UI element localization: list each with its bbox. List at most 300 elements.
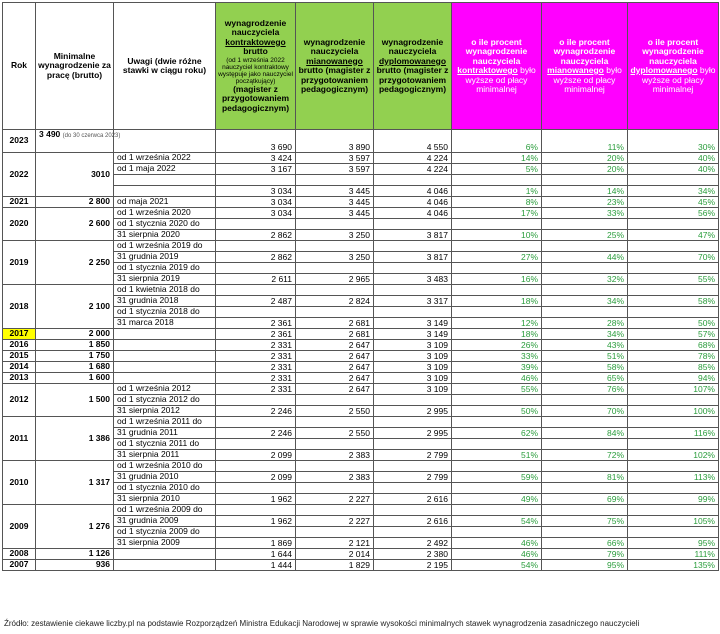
salary-kontraktowy: 3 034: [216, 208, 296, 219]
salary-dyplomowany: 3 109: [374, 373, 452, 384]
hm-tail: (magister z przygotowaniem pedagogicznym): [300, 65, 371, 94]
pct-kontraktowy: 46%: [452, 538, 542, 549]
salary-dyplomowany: 4 046: [374, 186, 452, 197]
salary-kontraktowy: 2 331: [216, 362, 296, 373]
pct-dyplomowany: 102%: [628, 450, 719, 461]
pct-mianowany: 43%: [542, 340, 628, 351]
note-cell: od 1 stycznia 2018 do: [114, 307, 216, 318]
year-cell: 2021: [3, 197, 36, 208]
table-row: [3, 560, 719, 571]
salary-dyplomowany: 3 109: [374, 340, 452, 351]
pct-kontraktowy: [452, 417, 542, 428]
note-cell: 31 marca 2018: [114, 318, 216, 329]
salary-dyplomowany: [374, 285, 452, 296]
salary-kontraktowy: 2 361: [216, 329, 296, 340]
salary-dyplomowany: 3 109: [374, 362, 452, 373]
min-wage-cell: [36, 241, 114, 285]
salary-dyplomowany: [374, 483, 452, 494]
pct-kontraktowy: 62%: [452, 428, 542, 439]
note-cell: od 1 stycznia 2012 do: [114, 395, 216, 406]
min-wage-value: 2 250: [88, 256, 110, 267]
note-cell: [114, 130, 216, 153]
min-wage-cell: [36, 153, 114, 197]
salary-dyplomowany: 2 616: [374, 516, 452, 527]
note-cell: 31 sierpnia 2009: [114, 538, 216, 549]
salary-dyplomowany: [374, 175, 452, 186]
pct-dyplomowany: 99%: [628, 494, 719, 505]
pct-dyplomowany: 50%: [628, 318, 719, 329]
hm-top: wynagrodzenie nauczyciela: [303, 36, 366, 56]
salary-kontraktowy: 3 690: [216, 130, 296, 153]
pct-dyplomowany: [628, 527, 719, 538]
pct-dyplomowany: [628, 417, 719, 428]
pct-kontraktowy: [452, 263, 542, 274]
header-kontraktowy: [216, 3, 296, 130]
pct-kontraktowy: 50%: [452, 406, 542, 417]
pct-mianowany: [542, 285, 628, 296]
header-pct-mianowany: [542, 3, 628, 130]
min-wage-cell: [36, 197, 114, 208]
pct-mianowany: [542, 439, 628, 450]
year-cell: 2019: [3, 241, 36, 285]
pct-dyplomowany: 111%: [628, 549, 719, 560]
table-row: [3, 384, 719, 395]
salary-mianowany: [296, 505, 374, 516]
hpd-u: dyplomowanego: [630, 65, 698, 75]
year-cell: 2023: [3, 130, 36, 153]
note-cell: 31 sierpnia 2012: [114, 406, 216, 417]
table-row: [3, 241, 719, 252]
min-wage-cell: [36, 461, 114, 505]
pct-mianowany: 70%: [542, 406, 628, 417]
salary-mianowany: 2 550: [296, 428, 374, 439]
salary-kontraktowy: 2 862: [216, 230, 296, 241]
salary-mianowany: [296, 285, 374, 296]
salary-dyplomowany: 3 483: [374, 274, 452, 285]
min-wage-value: 3 490: [39, 129, 61, 139]
note-cell: od 1 września 2020: [114, 208, 216, 219]
salary-dyplomowany: 3 817: [374, 230, 452, 241]
pct-dyplomowany: [628, 175, 719, 186]
pct-mianowany: [542, 461, 628, 472]
salary-mianowany: 2 681: [296, 318, 374, 329]
pct-dyplomowany: [628, 395, 719, 406]
note-cell: od 1 września 2022: [114, 153, 216, 164]
pct-dyplomowany: 68%: [628, 340, 719, 351]
salary-dyplomowany: [374, 505, 452, 516]
hpm-u: mianowanego: [547, 65, 604, 75]
pct-dyplomowany: 45%: [628, 197, 719, 208]
min-wage-cell: [36, 362, 114, 373]
pct-mianowany: 34%: [542, 329, 628, 340]
pct-dyplomowany: 135%: [628, 560, 719, 571]
note-cell: od 1 stycznia 2019 do: [114, 263, 216, 274]
note-cell: 31 grudnia 2019: [114, 252, 216, 263]
pct-dyplomowany: [628, 483, 719, 494]
salary-kontraktowy: [216, 263, 296, 274]
pct-mianowany: [542, 395, 628, 406]
pct-kontraktowy: [452, 241, 542, 252]
note-cell: od 1 maja 2022: [114, 164, 216, 175]
salary-kontraktowy: 2 331: [216, 373, 296, 384]
pct-mianowany: 25%: [542, 230, 628, 241]
pct-kontraktowy: 12%: [452, 318, 542, 329]
salary-mianowany: 3 445: [296, 186, 374, 197]
pct-mianowany: 65%: [542, 373, 628, 384]
pct-dyplomowany: [628, 505, 719, 516]
header-rok: Rok: [3, 3, 36, 130]
note-cell: od 1 września 2012: [114, 384, 216, 395]
salary-mianowany: 2 824: [296, 296, 374, 307]
salary-kontraktowy: 2 361: [216, 318, 296, 329]
salary-kontraktowy: 3 167: [216, 164, 296, 175]
salary-mianowany: 2 383: [296, 450, 374, 461]
salary-mianowany: 3 250: [296, 230, 374, 241]
hd-u: dyplomowanego: [378, 55, 447, 66]
salary-kontraktowy: [216, 285, 296, 296]
salary-kontraktowy: 3 034: [216, 197, 296, 208]
pct-mianowany: [542, 505, 628, 516]
table-row: [3, 285, 719, 296]
note-cell: od 1 stycznia 2009 do: [114, 527, 216, 538]
year-cell: 2009: [3, 505, 36, 549]
pct-mianowany: 76%: [542, 384, 628, 395]
note-cell: [114, 175, 216, 186]
min-wage-cell: [36, 208, 114, 241]
pct-kontraktowy: 46%: [452, 549, 542, 560]
year-cell: 2015: [3, 351, 36, 362]
pct-kontraktowy: 5%: [452, 164, 542, 175]
note-cell: 31 grudnia 2010: [114, 472, 216, 483]
min-wage-value: 1 386: [88, 432, 110, 443]
header-pct-dyplomowany: [628, 3, 719, 130]
note-cell: od 1 stycznia 2010 do: [114, 483, 216, 494]
salary-dyplomowany: 4 224: [374, 153, 452, 164]
note-cell: 31 grudnia 2011: [114, 428, 216, 439]
min-wage-value: 1 317: [88, 476, 110, 487]
pct-kontraktowy: [452, 439, 542, 450]
pct-kontraktowy: [452, 505, 542, 516]
min-wage-cell: [36, 505, 114, 549]
year-cell: 2017: [3, 329, 36, 340]
pct-kontraktowy: 51%: [452, 450, 542, 461]
pct-kontraktowy: 33%: [452, 351, 542, 362]
salary-mianowany: 2 227: [296, 516, 374, 527]
pct-mianowany: [542, 527, 628, 538]
salary-dyplomowany: 2 995: [374, 406, 452, 417]
min-wage-value: 1 500: [88, 394, 110, 405]
pct-dyplomowany: 56%: [628, 208, 719, 219]
min-wage-cell: [36, 373, 114, 384]
note-cell: 31 sierpnia 2010: [114, 494, 216, 505]
year-cell: 2020: [3, 208, 36, 241]
hd-top: wynagrodzenie nauczyciela: [381, 36, 444, 56]
pct-mianowany: 23%: [542, 197, 628, 208]
salary-mianowany: 3 445: [296, 208, 374, 219]
hd-b: brutto: [376, 65, 402, 75]
min-wage-cell: [36, 129, 121, 153]
salary-dyplomowany: 2 799: [374, 472, 452, 483]
salary-dyplomowany: [374, 395, 452, 406]
hk-u: kontraktowego: [225, 36, 286, 47]
pct-mianowany: 95%: [542, 560, 628, 571]
salary-dyplomowany: [374, 527, 452, 538]
salary-kontraktowy: [216, 461, 296, 472]
min-wage-note: (do 30 czerwca 2023): [62, 133, 121, 139]
salary-kontraktowy: 2 246: [216, 406, 296, 417]
salary-dyplomowany: 3 149: [374, 329, 452, 340]
table-row: [3, 362, 719, 373]
note-cell: [114, 186, 216, 197]
header-minimalne: Minimalne wynagrodzenie za pracę (brutto): [36, 3, 114, 130]
pct-kontraktowy: 1%: [452, 186, 542, 197]
min-wage-value: 1 600: [88, 372, 110, 383]
salary-mianowany: 3 250: [296, 252, 374, 263]
salary-dyplomowany: 2 380: [374, 549, 452, 560]
salary-kontraktowy: [216, 439, 296, 450]
salary-kontraktowy: [216, 219, 296, 230]
salary-mianowany: [296, 417, 374, 428]
pct-kontraktowy: [452, 461, 542, 472]
salary-kontraktowy: 1 962: [216, 494, 296, 505]
pct-dyplomowany: 55%: [628, 274, 719, 285]
salary-mianowany: [296, 219, 374, 230]
source-footer: Źródło: zestawienie ciekawe liczby.pl na podstawie Rozporządzeń Ministra Edukacji Narodowej w sprawie wysokości minimalnych stawek wynagrodzenia zasadniczego nauczycieli: [4, 619, 640, 628]
salary-mianowany: 2 121: [296, 538, 374, 549]
pct-kontraktowy: [452, 527, 542, 538]
pct-kontraktowy: 27%: [452, 252, 542, 263]
note-cell: 31 grudnia 2018: [114, 296, 216, 307]
pct-dyplomowany: 40%: [628, 164, 719, 175]
salary-mianowany: [296, 241, 374, 252]
salary-kontraktowy: [216, 395, 296, 406]
salary-mianowany: 2 647: [296, 340, 374, 351]
salary-dyplomowany: 3 317: [374, 296, 452, 307]
salary-dyplomowany: [374, 263, 452, 274]
salary-kontraktowy: 2 487: [216, 296, 296, 307]
hpk-top: o ile procent wynagrodzenie nauczyciela: [465, 36, 528, 66]
salary-mianowany: 3 445: [296, 197, 374, 208]
pct-kontraktowy: 18%: [452, 296, 542, 307]
pct-dyplomowany: 116%: [628, 428, 719, 439]
year-cell: 2011: [3, 417, 36, 461]
min-wage-value: 1 680: [88, 361, 110, 372]
salary-kontraktowy: [216, 483, 296, 494]
salary-dyplomowany: 2 799: [374, 450, 452, 461]
table-row: [3, 340, 719, 351]
salary-kontraktowy: 2 862: [216, 252, 296, 263]
salary-mianowany: 2 965: [296, 274, 374, 285]
min-wage-value: 1 276: [88, 520, 110, 531]
pct-mianowany: 72%: [542, 450, 628, 461]
pct-dyplomowany: 70%: [628, 252, 719, 263]
pct-kontraktowy: [452, 285, 542, 296]
salary-mianowany: [296, 175, 374, 186]
salary-mianowany: [296, 461, 374, 472]
pct-dyplomowany: 85%: [628, 362, 719, 373]
min-wage-value: 936: [95, 559, 110, 570]
salary-kontraktowy: 1 962: [216, 516, 296, 527]
salary-mianowany: 2 681: [296, 329, 374, 340]
table-row: [3, 373, 719, 384]
note-cell: od maja 2021: [114, 197, 216, 208]
pct-dyplomowany: [628, 461, 719, 472]
min-wage-value: 2 100: [88, 300, 110, 311]
pct-kontraktowy: 59%: [452, 472, 542, 483]
table-row: [3, 197, 719, 208]
salary-dyplomowany: 4 046: [374, 208, 452, 219]
pct-kontraktowy: 55%: [452, 384, 542, 395]
salary-mianowany: 2 014: [296, 549, 374, 560]
pct-mianowany: [542, 263, 628, 274]
pct-mianowany: 69%: [542, 494, 628, 505]
pct-mianowany: 34%: [542, 296, 628, 307]
pct-mianowany: 20%: [542, 164, 628, 175]
year-cell: 2008: [3, 549, 36, 560]
year-cell: 2012: [3, 384, 36, 417]
hk-small: (od 1 września 2022 nauczyciel kontraktowy występuje jako nauczyciel początkujący): [218, 56, 293, 85]
pct-mianowany: 51%: [542, 351, 628, 362]
pct-dyplomowany: 107%: [628, 384, 719, 395]
note-cell: od 1 września 2010 do: [114, 461, 216, 472]
note-cell: od 1 kwietnia 2018 do: [114, 285, 216, 296]
pct-dyplomowany: [628, 263, 719, 274]
salary-mianowany: [296, 395, 374, 406]
pct-mianowany: [542, 175, 628, 186]
table-body: [3, 130, 719, 571]
salary-mianowany: 3 597: [296, 164, 374, 175]
hpm-top: o ile procent wynagrodzenie nauczyciela: [553, 36, 616, 66]
note-cell: od 1 września 2019 do: [114, 241, 216, 252]
note-cell: [114, 340, 216, 351]
year-cell: 2007: [3, 560, 36, 571]
salary-dyplomowany: [374, 439, 452, 450]
min-wage-value: 2 000: [88, 328, 110, 339]
year-cell: 2016: [3, 340, 36, 351]
note-cell: [114, 351, 216, 362]
salary-dyplomowany: 3 817: [374, 252, 452, 263]
salary-mianowany: 2 383: [296, 472, 374, 483]
pct-dyplomowany: 94%: [628, 373, 719, 384]
min-wage-value: 3010: [91, 168, 110, 179]
pct-kontraktowy: 49%: [452, 494, 542, 505]
pct-dyplomowany: 34%: [628, 186, 719, 197]
salary-dyplomowany: [374, 219, 452, 230]
salary-dyplomowany: 3 109: [374, 384, 452, 395]
salary-mianowany: 2 647: [296, 362, 374, 373]
pct-dyplomowany: 105%: [628, 516, 719, 527]
salary-mianowany: [296, 307, 374, 318]
pct-mianowany: 28%: [542, 318, 628, 329]
pct-dyplomowany: 58%: [628, 296, 719, 307]
salary-kontraktowy: [216, 241, 296, 252]
salary-mianowany: 2 227: [296, 494, 374, 505]
min-wage-cell: [36, 285, 114, 329]
min-wage-cell: [36, 549, 114, 560]
salary-kontraktowy: 1 869: [216, 538, 296, 549]
pct-dyplomowany: 113%: [628, 472, 719, 483]
pct-dyplomowany: [628, 285, 719, 296]
min-wage-cell: [36, 384, 114, 417]
pct-kontraktowy: 46%: [452, 373, 542, 384]
pct-dyplomowany: 100%: [628, 406, 719, 417]
pct-kontraktowy: 10%: [452, 230, 542, 241]
header-pct-kontraktowy: [452, 3, 542, 130]
pct-mianowany: [542, 241, 628, 252]
salary-dyplomowany: 2 195: [374, 560, 452, 571]
salary-dyplomowany: 4 550: [374, 130, 452, 153]
pct-dyplomowany: [628, 307, 719, 318]
pct-kontraktowy: 54%: [452, 560, 542, 571]
header-mianowany: [296, 3, 374, 130]
salary-kontraktowy: 1 444: [216, 560, 296, 571]
pct-mianowany: 14%: [542, 186, 628, 197]
salary-mianowany: 2 647: [296, 373, 374, 384]
table-row: [3, 351, 719, 362]
salary-mianowany: 2 550: [296, 406, 374, 417]
year-cell: 2022: [3, 153, 36, 197]
salary-mianowany: [296, 483, 374, 494]
salary-dyplomowany: 2 616: [374, 494, 452, 505]
salary-kontraktowy: [216, 505, 296, 516]
salary-mianowany: 2 647: [296, 351, 374, 362]
pct-mianowany: [542, 307, 628, 318]
min-wage-value: 1 850: [88, 339, 110, 350]
note-cell: od 1 stycznia 2011 do: [114, 439, 216, 450]
hd-tail: (magister z przygotowaniem pedagogicznym): [378, 65, 449, 94]
header-dyplomowany: [374, 3, 452, 130]
year-cell: 2018: [3, 285, 36, 329]
hm-u: mianowanego: [306, 55, 363, 66]
hpd-top: o ile procent wynagrodzenie nauczyciela: [642, 36, 704, 66]
pct-kontraktowy: 39%: [452, 362, 542, 373]
pct-kontraktowy: 14%: [452, 153, 542, 164]
salary-kontraktowy: [216, 417, 296, 428]
pct-dyplomowany: [628, 219, 719, 230]
pct-mianowany: [542, 417, 628, 428]
note-cell: [114, 373, 216, 384]
pct-kontraktowy: 54%: [452, 516, 542, 527]
pct-kontraktowy: [452, 219, 542, 230]
min-wage-value: 2 800: [88, 196, 110, 207]
table-row: [3, 549, 719, 560]
salary-dyplomowany: 2 492: [374, 538, 452, 549]
pct-mianowany: 66%: [542, 538, 628, 549]
salary-mianowany: 2 647: [296, 384, 374, 395]
salary-kontraktowy: 3 424: [216, 153, 296, 164]
note-cell: od 1 stycznia 2020 do: [114, 219, 216, 230]
pct-mianowany: 79%: [542, 549, 628, 560]
min-wage-cell: [36, 560, 114, 571]
salary-kontraktowy: [216, 175, 296, 186]
salary-kontraktowy: 2 099: [216, 472, 296, 483]
salary-kontraktowy: 2 611: [216, 274, 296, 285]
pct-mianowany: 44%: [542, 252, 628, 263]
header-uwagi: Uwagi (dwie różne stawki w ciągu roku): [114, 3, 216, 130]
pct-mianowany: 81%: [542, 472, 628, 483]
note-cell: [114, 362, 216, 373]
salary-dyplomowany: [374, 461, 452, 472]
pct-dyplomowany: 30%: [628, 130, 719, 153]
pct-dyplomowany: 95%: [628, 538, 719, 549]
pct-kontraktowy: 17%: [452, 208, 542, 219]
pct-mianowany: 58%: [542, 362, 628, 373]
salary-dyplomowany: 3 109: [374, 351, 452, 362]
min-wage-cell: [36, 417, 114, 461]
pct-kontraktowy: 16%: [452, 274, 542, 285]
table-row: [3, 461, 719, 472]
table-row: [3, 417, 719, 428]
